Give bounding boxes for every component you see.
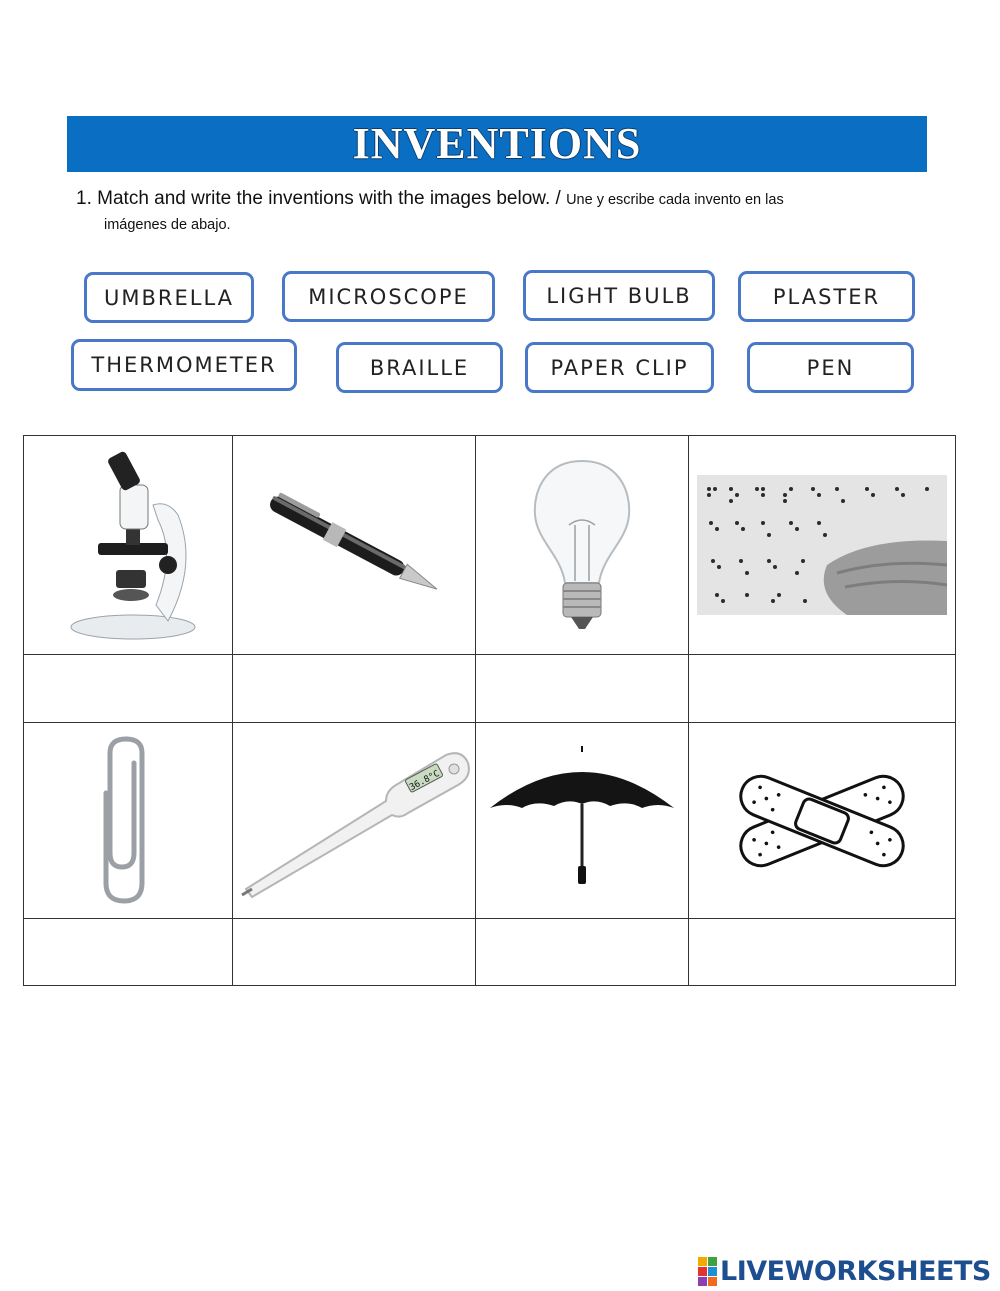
word-label: LIGHT BULB [546,283,692,308]
answer-cell[interactable] [233,919,476,986]
image-cell [233,436,476,655]
image-cell [689,723,956,919]
braille-image [697,475,947,615]
answer-input[interactable] [233,663,455,715]
instruction-number: 1. [76,188,92,209]
word-box-plaster[interactable] [738,271,915,322]
word-box-microscope[interactable] [282,271,495,322]
instruction-english: Match and write the inventions with the images below. / [97,188,561,209]
word-box-paper-clip[interactable] [525,342,714,393]
word-box-light-bulb[interactable] [523,270,715,321]
word-label: MICROSCOPE [308,284,469,309]
answer-input[interactable] [476,926,671,978]
logo-blocks-icon [698,1257,717,1286]
word-box-umbrella[interactable] [84,272,254,323]
thermometer-reading: 36.8°C [408,768,442,793]
instruction-spanish-line1: Une y escribe cada invento en las [566,192,784,208]
image-cell [24,723,233,919]
answer-cell[interactable] [24,655,233,723]
instruction-text [76,186,896,237]
answer-input[interactable] [689,663,932,715]
liveworksheets-logo [698,1254,991,1288]
page-title: INVENTIONS [352,119,642,168]
word-label: PLASTER [772,284,881,309]
image-cell [689,436,956,655]
word-label: BRAILLE [369,355,470,380]
image-cell [233,723,476,919]
answer-cell[interactable] [689,655,956,723]
image-cell [24,436,233,655]
word-label: PEN [806,355,855,380]
thermometer-image [236,741,472,901]
answer-input[interactable] [24,926,215,978]
answer-cell[interactable] [689,919,956,986]
answer-input[interactable] [24,663,215,715]
word-box-pen[interactable] [747,342,914,393]
word-label: PAPER CLIP [550,355,689,380]
pen-image [254,475,454,615]
word-box-thermometer[interactable] [71,339,297,391]
answer-cell[interactable] [233,655,476,723]
answer-cell[interactable] [476,919,689,986]
logo-text: LIVEWORKSHEETS [720,1255,991,1287]
light-bulb-image [527,455,637,635]
answer-cell[interactable] [476,655,689,723]
answer-cell[interactable] [24,919,233,986]
inventions-grid [23,435,956,986]
word-label: UMBRELLA [103,285,234,310]
answer-input[interactable] [233,926,455,978]
answer-input[interactable] [476,663,671,715]
paper-clip-image [98,733,158,909]
plaster-image [722,751,922,891]
word-label: THERMOMETER [91,353,277,377]
answer-input[interactable] [689,926,932,978]
instruction-spanish-line2: imágenes de abajo. [104,217,231,233]
word-box-braille[interactable] [336,342,503,393]
microscope-image [48,445,208,645]
umbrella-image [482,746,682,896]
image-cell [476,723,689,919]
title-banner [67,116,927,172]
image-cell [476,436,689,655]
